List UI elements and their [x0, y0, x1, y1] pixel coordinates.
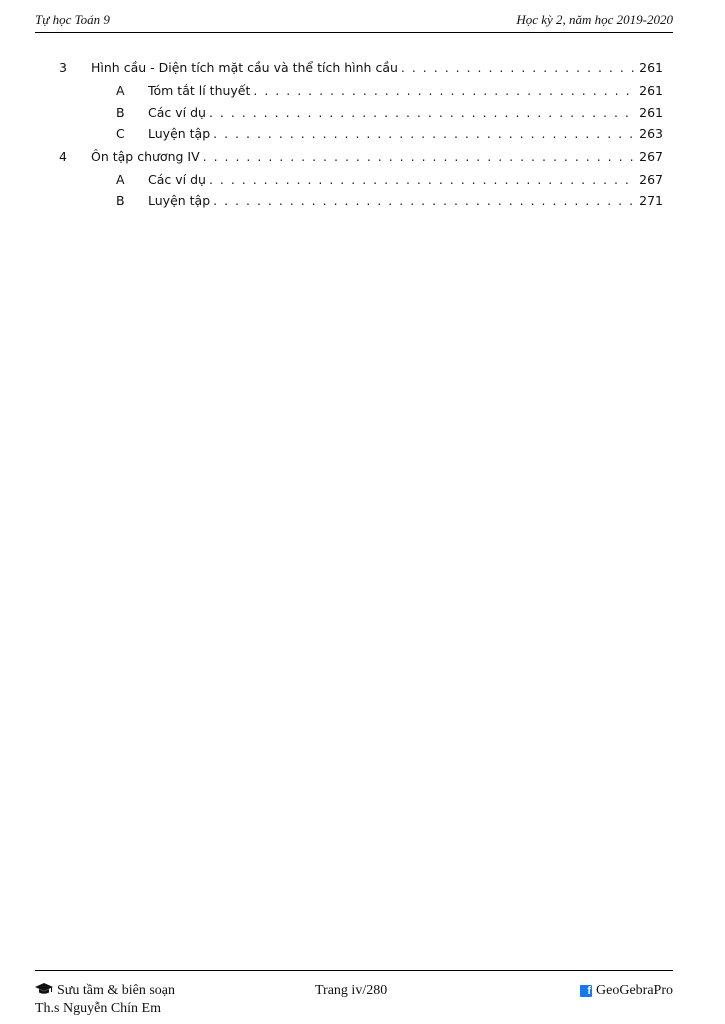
toc-section-number: 3: [59, 60, 67, 75]
toc-section-3[interactable]: [35, 56, 663, 80]
footer-page-number: Trang iv/280: [315, 983, 388, 998]
footer-credit-line-1: Sưu tầm & biên soạn: [57, 983, 176, 998]
toc-page-number: 261: [639, 83, 663, 98]
header-right-title: Học kỳ 2, năm học 2019-2020: [516, 12, 673, 27]
toc-leader-dots: [209, 169, 636, 191]
graduation-cap-icon: [35, 983, 53, 995]
toc-subsection-letter: B: [116, 193, 125, 208]
toc-subsection-title: Tóm tắt lí thuyết: [148, 83, 251, 98]
toc-subsection-title: Luyện tập: [148, 193, 211, 208]
toc-subsection-title: Các ví dụ: [148, 104, 206, 120]
toc-section-number: 4: [59, 148, 67, 164]
toc-subsection-letter: A: [116, 171, 125, 187]
footer-social[interactable]: [580, 982, 673, 1000]
toc-leader-dots: [213, 190, 636, 212]
toc-subsection-letter: B: [116, 104, 125, 120]
toc-section-4[interactable]: [35, 145, 663, 169]
toc-page-number: 263: [639, 126, 663, 141]
footer-social-name: GeoGebraPro: [596, 983, 673, 998]
toc-subsection-4b[interactable]: [35, 190, 663, 212]
toc-page-number: 267: [639, 148, 663, 164]
toc-page-number: 261: [639, 60, 663, 75]
toc-leader-dots: [213, 123, 636, 145]
toc-subsection-4a[interactable]: [35, 169, 663, 191]
toc-subsection-3c[interactable]: [35, 123, 663, 145]
toc-subsection-title: Luyện tập: [148, 126, 211, 141]
footer-credit-line-2: Th.s Nguyễn Chín Em: [35, 1001, 161, 1016]
footer-credits: [35, 982, 175, 1018]
table-of-contents: [35, 56, 663, 212]
header-left-title: Tự học Toán 9: [35, 12, 110, 27]
toc-section-title: Ôn tập chương IV: [91, 148, 200, 164]
toc-subsection-letter: A: [116, 83, 125, 98]
toc-subsection-title: Các ví dụ: [148, 171, 206, 187]
toc-page-number: 271: [639, 193, 663, 208]
toc-section-title: Hình cầu - Diện tích mặt cầu và thể tích hình cầu: [91, 60, 398, 75]
toc-leader-dots: [401, 56, 636, 80]
toc-subsection-3b[interactable]: [35, 102, 663, 124]
toc-leader-dots: [203, 145, 637, 169]
facebook-icon: f: [580, 985, 592, 997]
toc-page-number: 267: [639, 171, 663, 187]
toc-leader-dots: [253, 80, 636, 102]
page-header: [35, 12, 673, 33]
toc-subsection-letter: C: [116, 126, 125, 141]
footer-divider: [35, 970, 673, 971]
toc-leader-dots: [209, 102, 636, 124]
toc-subsection-3a[interactable]: [35, 80, 663, 102]
toc-page-number: 261: [639, 104, 663, 120]
